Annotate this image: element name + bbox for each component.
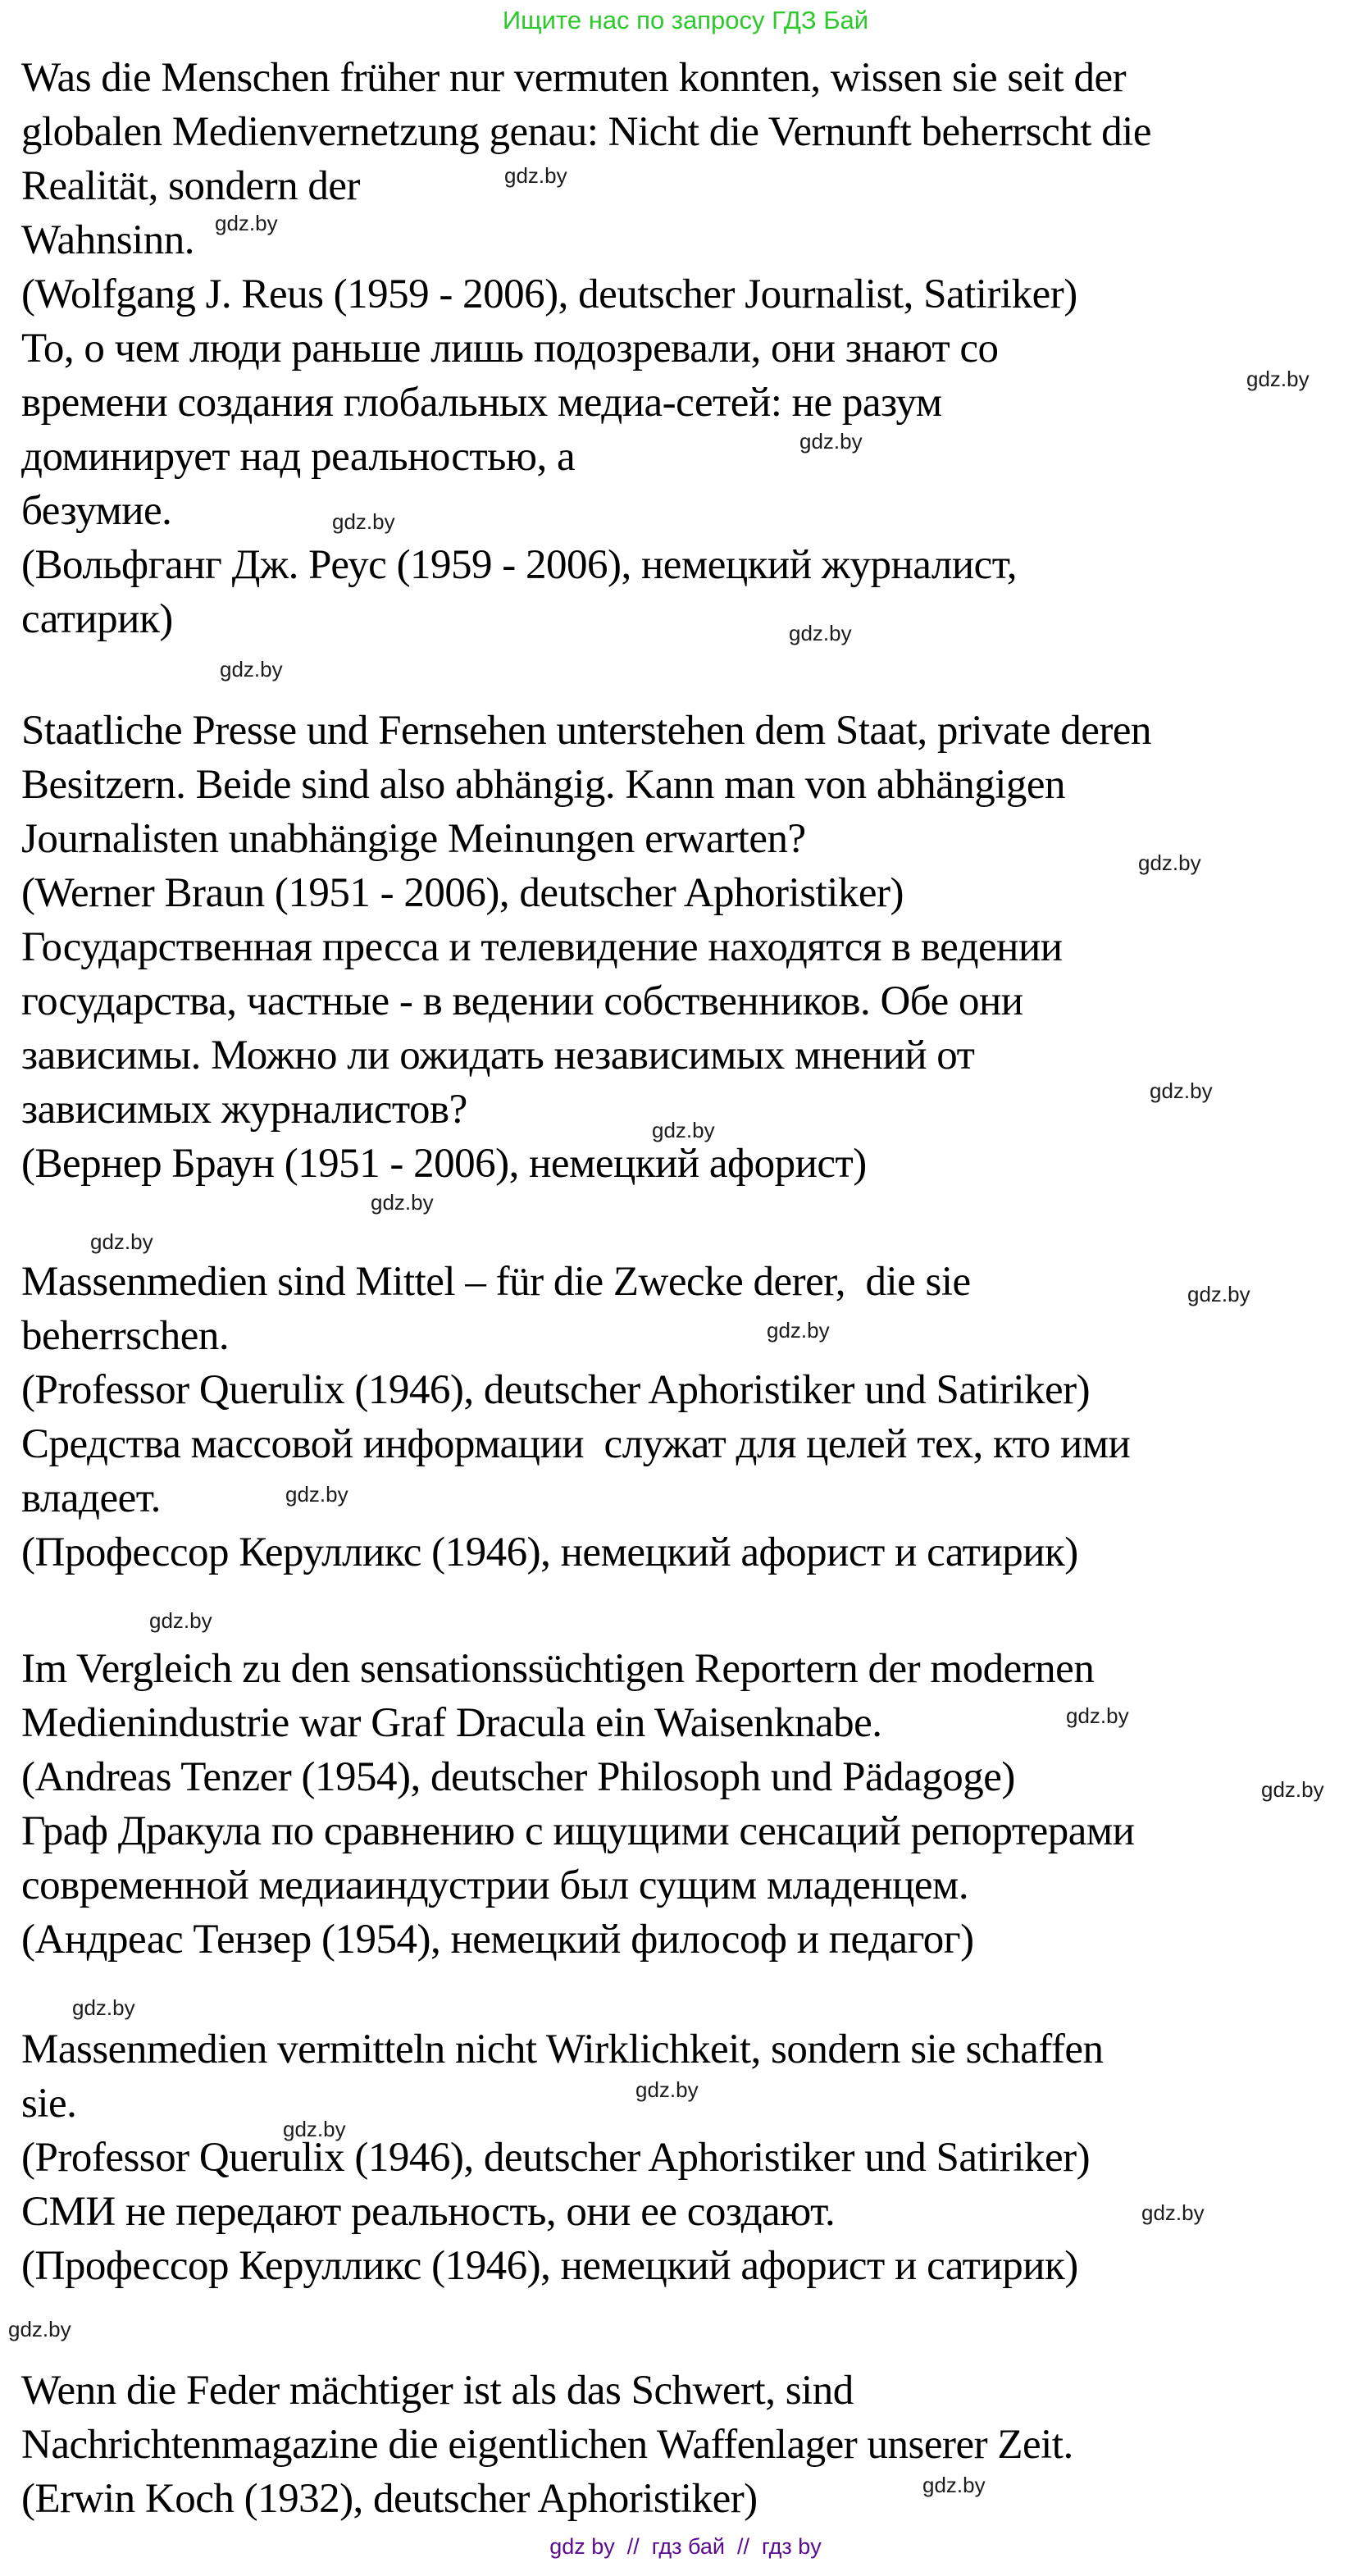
text-line: сатирик) [21, 596, 173, 642]
text-line: Medienindustrie war Graf Dracula ein Waisenknabe. [21, 1700, 882, 1746]
text-line: Besitzern. Beide sind also abhängig. Kann man von abhängigen [21, 762, 1066, 808]
text-line: Wahnsinn. [21, 217, 194, 263]
text-line: Massenmedien sind Mittel – für die Zwecke derer, die sie [21, 1259, 971, 1305]
gdz-watermark: gdz.by [1246, 367, 1310, 391]
text-line: доминирует над реальностью, а [21, 434, 576, 480]
text-line: globalen Medienvernetzung genau: Nicht die Vernunft beherrscht die [21, 109, 1151, 155]
gdz-watermark: gdz.by [90, 1229, 153, 1254]
text-line: зависимых журналистов? [21, 1087, 467, 1133]
text-line: (Вольфганг Дж. Реус (1959 - 2006), немецкий журналист, [21, 542, 1017, 588]
text-line: Граф Дракула по сравнению с ищущими сенсаций репортерами [21, 1808, 1135, 1854]
gdz-watermark: gdz.by [1187, 1282, 1250, 1306]
text-block [21, 1255, 1363, 1580]
text-line: СМИ не передают реальность, они ее создают. [21, 2189, 836, 2235]
text-line: Staatliche Presse und Fernsehen unterstehen dem Staat, private deren [21, 708, 1151, 754]
text-line: Wenn die Feder mächtiger ist als das Schwert, sind [21, 2368, 854, 2414]
text-line: государства, частные - в ведении собственников. Обе они [21, 978, 1023, 1024]
gdz-watermark: gdz.by [799, 429, 863, 454]
gdz-watermark: gdz.by [1066, 1703, 1129, 1728]
page-header: Ищите нас по запросу ГДЗ Бай [502, 6, 869, 34]
text-line: (Professor Querulix (1946), deutscher Aphoristiker und Satiriker) [21, 1367, 1091, 1413]
gdz-watermark: gdz.by [652, 1118, 715, 1142]
text-line: (Wolfgang J. Reus (1959 - 2006), deutscher Journalist, Satiriker) [21, 271, 1077, 317]
gdz-watermark: gdz.by [767, 1318, 830, 1343]
gdz-watermark: gdz.by [8, 2317, 71, 2341]
gdz-watermark: gdz.by [371, 1190, 434, 1215]
text-line: (Вернер Браун (1951 - 2006), немецкий афорист) [21, 1141, 867, 1187]
text-line: (Professor Querulix (1946), deutscher Aphoristiker und Satiriker) [21, 2135, 1091, 2181]
gdz-watermark: gdz.by [1261, 1777, 1324, 1802]
gdz-watermark: gdz.by [1150, 1078, 1213, 1103]
gdz-watermark: gdz.by [1138, 850, 1201, 875]
gdz-watermark: gdz.by [149, 1608, 212, 1633]
text-block [21, 2364, 1363, 2526]
gdz-watermark: gdz.by [220, 657, 283, 682]
text-line: Средства массовой информации служат для целей тех, кто ими [21, 1421, 1131, 1467]
page-footer: gdz by // гдз бай // гдз by [549, 2534, 822, 2559]
gdz-watermark: gdz.by [215, 211, 278, 235]
text-block [21, 1642, 1363, 1967]
text-line: (Andreas Tenzer (1954), deutscher Philosoph und Pädagoge) [21, 1754, 1015, 1800]
gdz-watermark: gdz.by [332, 509, 395, 534]
text-line: (Erwin Koch (1932), deutscher Aphoristiker) [21, 2476, 758, 2522]
text-line: Nachrichtenmagazine die eigentlichen Waffenlager unserer Zeit. [21, 2422, 1073, 2468]
text-line: современной медиаиндустрии был сущим младенцем. [21, 1862, 969, 1908]
text-line: безумие. [21, 488, 172, 534]
text-line: Im Vergleich zu den sensationssüchtigen Reportern der modernen [21, 1646, 1095, 1692]
gdz-watermark: gdz.by [635, 2077, 699, 2102]
text-line: Государственная пресса и телевидение находятся в ведении [21, 924, 1063, 970]
text-line: То, о чем люди раньше лишь подозревали, они знают со [21, 326, 999, 372]
text-line: владеет. [21, 1475, 161, 1521]
gdz-watermark: gdz.by [789, 621, 852, 645]
text-line: Journalisten unabhängige Meinungen erwarten? [21, 816, 806, 862]
text-line: Massenmedien vermitteln nicht Wirklichkeit, sondern sie schaffen [21, 2027, 1104, 2072]
text-line: времени создания глобальных медиа-сетей: не разум [21, 380, 942, 426]
gdz-watermark: gdz.by [922, 2473, 986, 2497]
text-line: (Werner Braun (1951 - 2006), deutscher Aphoristiker) [21, 870, 904, 916]
gdz-watermark: gdz.by [1141, 2200, 1205, 2225]
text-line: (Профессор Керулликс (1946), немецкий афорист и сатирик) [21, 1530, 1078, 1575]
text-line: зависимы. Можно ли ожидать независимых мнений от [21, 1033, 975, 1078]
text-block [21, 2022, 1363, 2293]
text-line: sie. [21, 2081, 77, 2127]
gdz-watermark: gdz.by [72, 1995, 135, 2020]
text-block [21, 51, 1363, 646]
text-line: beherrschen. [21, 1313, 230, 1359]
gdz-watermark: gdz.by [504, 163, 567, 188]
text-line: Was die Menschen früher nur vermuten konnten, wissen sie seit der [21, 55, 1127, 101]
gdz-watermark: gdz.by [285, 1482, 348, 1507]
gdz-watermark: gdz.by [283, 2117, 346, 2141]
text-line: (Андреас Тензер (1954), немецкий философ и педагог) [21, 1917, 974, 1963]
text-line: (Профессор Керулликс (1946), немецкий афорист и сатирик) [21, 2243, 1078, 2289]
text-line: Realität, sondern der [21, 163, 360, 209]
